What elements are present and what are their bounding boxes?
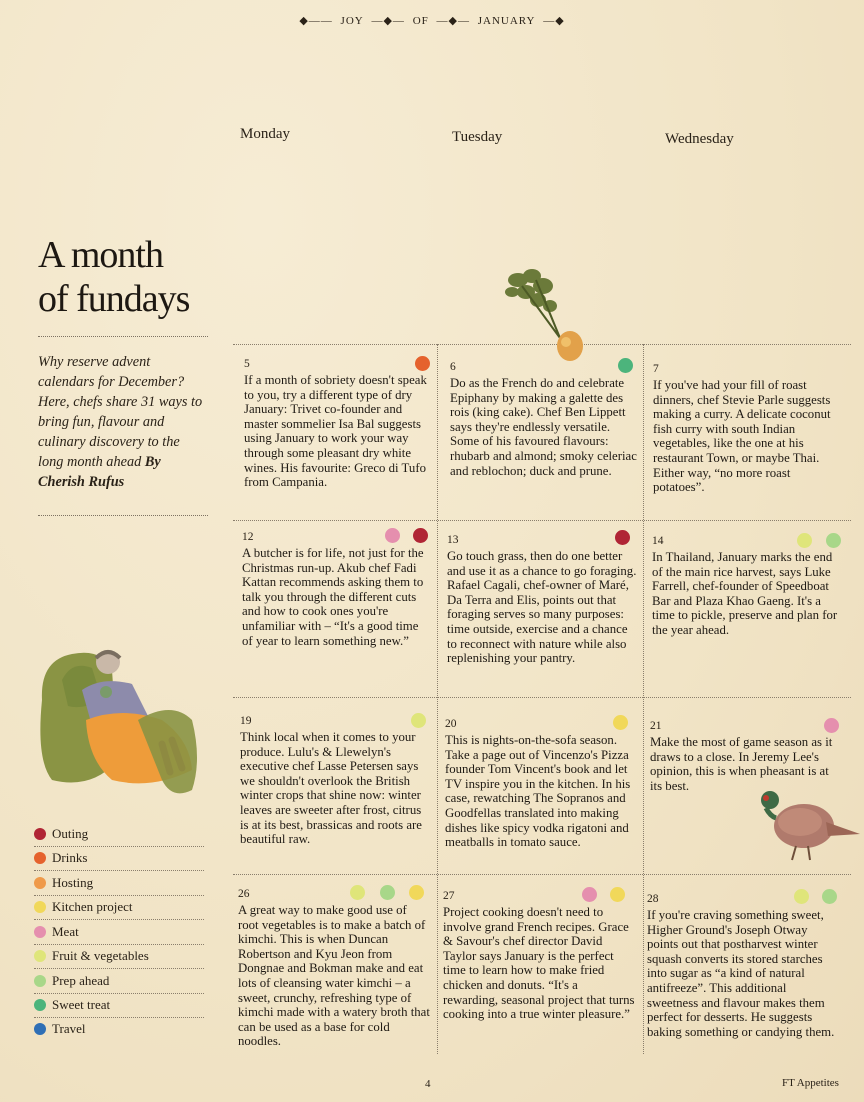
- legend-dot-drinks: [34, 852, 46, 864]
- grid-col-rule-2: [643, 344, 644, 1054]
- day-cell-12: [242, 530, 432, 648]
- standfirst-rule: [38, 515, 208, 516]
- legend-item-meat: [34, 921, 204, 945]
- legend-label: Prep ahead: [52, 973, 110, 988]
- day-text: This is nights-on-the-sofa season. Take a page out of Vincenzo's Pizza founder Tom Vincent's book and let TV inspire you in the kitchen. In his case, rewatching The Sopranos and Goodfellas translated into making dishes like spicy vodka rigatoni and meatballs in tomato sauce.: [445, 733, 631, 850]
- tag-dot-meat: [824, 718, 839, 733]
- day-number: 6: [450, 361, 456, 373]
- legend-item-outing: [34, 823, 204, 847]
- section-header: ◆—— JOY —◆— OF —◆— JANUARY —◆: [299, 15, 565, 27]
- tag-dot-meat: [582, 887, 597, 902]
- legend-label: Fruit & vegetables: [52, 948, 149, 963]
- day-number: 19: [240, 715, 252, 727]
- day-text: If you've had your fill of roast dinners, chef Stevie Parle suggests making a curry. A delicate coconut fish curry with south Indian vegetables, like the one at his restaurant Town, or maybe Thai. Either way, “no more roast potatoes”.: [653, 378, 831, 495]
- day-number: 12: [242, 531, 254, 543]
- person-in-armchair-illustration: [32, 640, 204, 810]
- day-text: Think local when it comes to your produce. Lulu's & Llewelyn's executive chef Lasse Petersen says we shouldn't overlook the British winter crops that shine now: winter leaves are sweeter after frost, citrus is at its best, brassicas and roots are beautiful raw.: [240, 730, 422, 847]
- day-number: 7: [653, 363, 659, 375]
- legend-item-prep-ahead: [34, 970, 204, 994]
- tag-dot-kitchen-project: [409, 885, 424, 900]
- legend-label: Drinks: [52, 850, 88, 865]
- day-text: A great way to make good use of root vegetables is to make a batch of kimchi. This is when Duncan Robertson and Kyu Jeon from Dongnae and Bokman make and eat lots of cleansing water kimchi – a sweet, crunchy, refreshing type of kimchi made with a watery broth that can be used as a base for cold noodles.: [238, 903, 430, 1049]
- legend-dot-prep-ahead: [34, 975, 46, 987]
- legend-item-hosting: [34, 872, 204, 896]
- legend-item-fruit-veg: [34, 945, 204, 969]
- tag-dot-kitchen-project: [610, 887, 625, 902]
- day-number: 28: [647, 893, 659, 905]
- tag-dot-fruit-veg: [411, 713, 426, 728]
- legend-dot-outing: [34, 828, 46, 840]
- day-text: If a month of sobriety doesn't speak to you, try a different type of dry January: Trivet co-founder and master sommelier Isa Bal suggests using January to work your way through some pleasant dry white wines. His favourite: Greco di Tufo from Campania.: [244, 373, 427, 490]
- tag-dot-kitchen-project: [613, 715, 628, 730]
- headline-rule: [38, 336, 208, 337]
- header-january: JANUARY: [477, 15, 536, 27]
- grid-rule-2: [233, 520, 851, 521]
- day-cell-13: [447, 533, 637, 666]
- day-text: Project cooking doesn't need to involve grand French recipes. Grace & Savour's chef director David Taylor says January is the perfect time to learn how to make fried chicken and donuts. “It's a rewarding, seasonal project that turns cooking into a true winter pleasure.”: [443, 905, 635, 1022]
- day-number: 13: [447, 534, 459, 546]
- day-text: A butcher is for life, not just for the Christmas run-up. Akub chef Fadi Kattan recommends asking them to talk you through the different cuts and how to cook ones you're unfamiliar with – “It's a good time of year to learn something new.”: [242, 546, 424, 648]
- day-cell-5: [244, 357, 430, 490]
- tag-dot-fruit-veg: [797, 533, 812, 548]
- tag-dot-prep-ahead: [826, 533, 841, 548]
- grid-rule-3: [233, 697, 851, 698]
- legend-item-drinks: [34, 847, 204, 871]
- page-title-line2: of fundays: [38, 278, 190, 320]
- day-text: Do as the French do and celebrate Epiphany by making a galette des rois (king cake). Chef Ben Lippett says they're endlessly versatile. Some of his favoured flavours: rhubarb and almond; smoky celeriac and reblochon; duck and prune.: [450, 376, 637, 478]
- legend-label: Hosting: [52, 875, 94, 890]
- day-wednesday: Wednesday: [665, 131, 734, 147]
- tag-dot-sweet-treat: [618, 358, 633, 373]
- day-number: 21: [650, 720, 662, 732]
- legend-item-kitchen-project: [34, 896, 204, 920]
- page-title: [38, 233, 238, 321]
- day-number: 27: [443, 890, 455, 902]
- tag-dot-fruit-veg: [350, 885, 365, 900]
- pheasant-illustration: [756, 782, 862, 864]
- standfirst: [38, 352, 208, 492]
- grid-col-rule-1: [437, 344, 438, 1054]
- day-cell-7: [653, 362, 843, 495]
- grid-rule-4: [233, 874, 851, 875]
- byline: By Cherish Rufus: [38, 454, 161, 490]
- header-of: OF: [412, 15, 429, 27]
- legend-item-travel: [34, 1018, 204, 1042]
- legend-label: Meat: [52, 924, 79, 939]
- tag-dot-prep-ahead: [822, 889, 837, 904]
- day-monday: Monday: [240, 126, 290, 142]
- legend-dot-hosting: [34, 877, 46, 889]
- root-vegetable-illustration: [498, 266, 590, 366]
- day-cell-14: [652, 534, 838, 638]
- standfirst-text: Why reserve advent calendars for December? Here, chefs share 31 ways to bring fun, flavour and culinary discovery to the long month ahead: [38, 354, 203, 470]
- day-cell-6: [450, 360, 638, 478]
- legend-label: Outing: [52, 826, 89, 841]
- day-cell-28: [647, 892, 837, 1039]
- page-title-line1: A month: [38, 234, 163, 276]
- tag-dot-outing: [413, 528, 428, 543]
- header-joy: JOY: [340, 15, 364, 27]
- legend-dot-travel: [34, 1023, 46, 1035]
- day-number: 20: [445, 718, 457, 730]
- legend-label: Kitchen project: [52, 899, 133, 914]
- tag-dot-meat: [385, 528, 400, 543]
- day-number: 5: [244, 358, 250, 370]
- legend-dot-kitchen-project: [34, 901, 46, 913]
- tag-dot-fruit-veg: [794, 889, 809, 904]
- legend-dot-sweet-treat: [34, 999, 46, 1011]
- day-text: Go touch grass, then do one better and use it as a chance to go foraging. Rafael Cagali, chef-owner of Maré, Da Terra and Elis, points out that foraging serves so many purposes: time outside, exercise and a chance to reconnect with nature while also replenishing your pantry.: [447, 549, 637, 666]
- day-tuesday: Tuesday: [452, 129, 503, 145]
- legend-dot-fruit-veg: [34, 950, 46, 962]
- day-cell-27: [443, 889, 635, 1022]
- legend-label: Sweet treat: [52, 997, 111, 1012]
- legend-dot-meat: [34, 926, 46, 938]
- day-number: 14: [652, 535, 664, 547]
- legend-item-sweet-treat: [34, 994, 204, 1018]
- day-number: 26: [238, 888, 250, 900]
- tag-dot-outing: [615, 530, 630, 545]
- day-text: If you're craving something sweet, Higher Ground's Joseph Otway points out that postharvest winter squash converts its stored starches into sugar as “a kind of natural antifreeze”. This additional sweetness and flavour makes them perfect for desserts. He suggests baking something or candying them.: [647, 908, 835, 1039]
- day-cell-20: [445, 717, 637, 850]
- tag-dot-drinks: [415, 356, 430, 371]
- page-number: 4: [425, 1078, 431, 1090]
- day-text: Make the most of game season as it draws to a close. In Jeremy Lee's opinion, this is when pheasant is at its best.: [650, 735, 833, 793]
- day-cell-19: [240, 714, 430, 847]
- day-text: In Thailand, January marks the end of the main rice harvest, says Luke Farrell, chef-founder of Speedboat Bar and Plaza Khao Gaeng. It's a time to pickle, preserve and plan for the year ahead.: [652, 550, 838, 637]
- day-cell-26: [238, 887, 430, 1049]
- tag-dot-prep-ahead: [380, 885, 395, 900]
- legend-label: Travel: [52, 1021, 86, 1036]
- publication-name: FT Appetites: [782, 1077, 839, 1089]
